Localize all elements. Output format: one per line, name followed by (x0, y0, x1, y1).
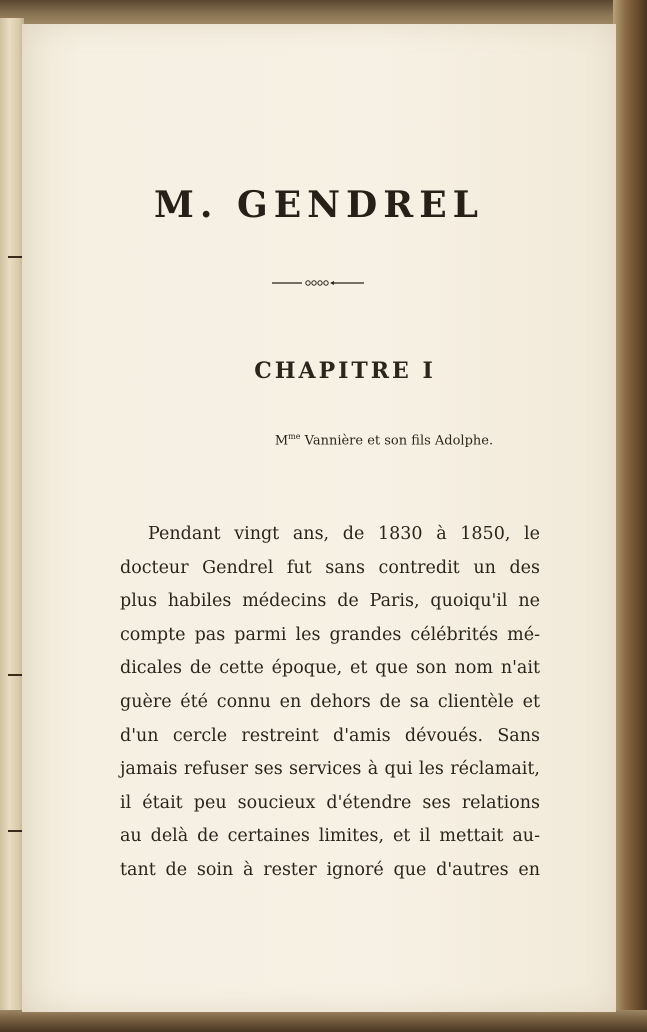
subtitle-superscript: me (288, 432, 301, 441)
text-line: plus habiles médecins de Paris, quoiqu'il ne (120, 591, 540, 612)
subtitle-prefix: M (274, 433, 289, 449)
text-line: compte pas parmi les grandes célébrités mé- (120, 624, 540, 645)
book-binding-top (0, 0, 647, 26)
book-binding-bottom (0, 1010, 647, 1032)
left-page-gutter (0, 18, 24, 1018)
book-title: M. GENDREL (154, 184, 484, 226)
text-line: jamais refuser ses services à qui les réclamait, (120, 759, 540, 780)
book-page (22, 24, 616, 1012)
text-line: tant de soin à rester ignoré que d'autres en (120, 859, 540, 880)
book-binding-right (613, 0, 647, 1032)
text-line: d'un cercle restreint d'amis dévoués. Sans (120, 725, 540, 746)
subtitle-text: Vannière et son fils Adolphe. (300, 433, 494, 449)
text-line: au delà de certaines limites, et il mettait au- (120, 826, 540, 847)
text-line: il était peu soucieux d'étendre ses relations (120, 792, 540, 813)
text-line: dicales de cette époque, et que son nom n'ait (120, 658, 540, 679)
chapter-subtitle (22, 432, 616, 448)
text-line: Pendant vingt ans, de 1830 à 1850, le (148, 524, 540, 544)
text-line: guère été connu en dehors de sa clientèle et (120, 691, 540, 712)
title-ornament-divider (272, 278, 364, 288)
body-paragraph (120, 518, 540, 888)
chapter-heading: CHAPITRE I (254, 358, 436, 384)
text-line: docteur Gendrel fut sans contredit un des (120, 557, 540, 578)
